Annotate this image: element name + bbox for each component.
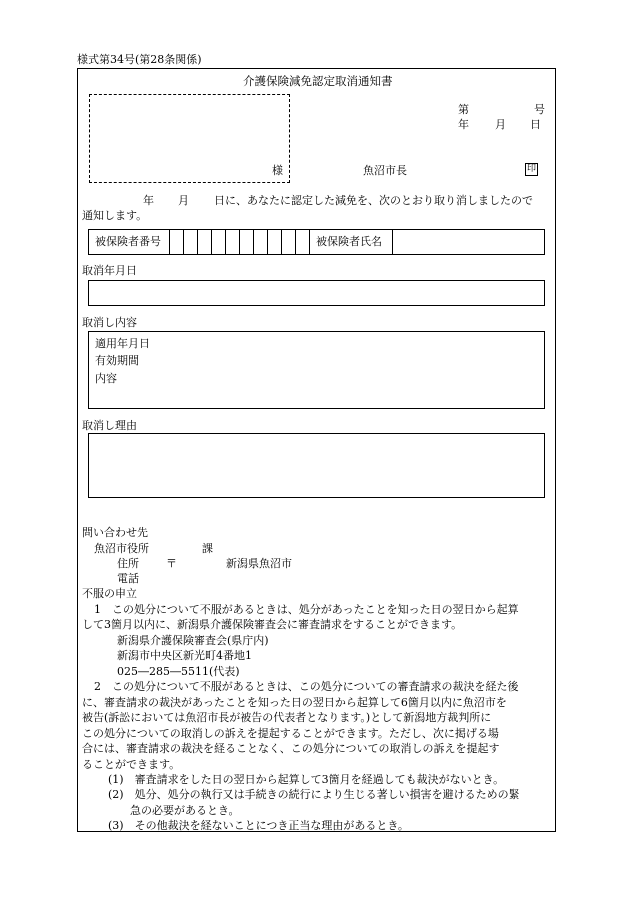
- digit-cell: [212, 230, 226, 254]
- addressee-suffix: 様: [272, 164, 283, 177]
- contact-section: 課: [202, 542, 213, 555]
- digit-cell: [170, 230, 184, 254]
- insured-id-table: [88, 229, 545, 255]
- insured-number-label: 被保険者番号: [95, 235, 161, 249]
- cancel-reason-box: [88, 433, 545, 498]
- review-board-name: 新潟県介護保険審査会(県庁内): [117, 634, 269, 647]
- exception-item-3: (3) その他裁決を経ないことにつき正当な理由があるとき。: [108, 819, 409, 832]
- digit-cell: [296, 230, 310, 254]
- address-box: [89, 94, 290, 183]
- objection-p2-line5: 合には、審査請求の裁決を経ることなく、この処分についての取消しの訴えを提起す: [82, 742, 500, 755]
- content-line-period: 有効期間: [95, 354, 139, 367]
- insured-name-cell: [393, 230, 544, 254]
- content-line-detail: 内容: [95, 372, 117, 385]
- review-board-address: 新潟市中央区新光町4番地1: [117, 649, 252, 662]
- issuer-mayor: 魚沼市長: [363, 164, 407, 177]
- document-title: 介護保険減免認定取消通知書: [243, 74, 393, 88]
- objection-p2-line4: この処分についての取消しの訴えを提起することができます。ただし、次に掲げる場: [82, 727, 499, 740]
- digit-cell: [184, 230, 198, 254]
- insured-name-label-cell: [310, 230, 393, 254]
- number-go: 号: [534, 103, 545, 116]
- contact-address: 新潟県魚沼市: [226, 557, 292, 570]
- digit-cell: [282, 230, 296, 254]
- review-board-phone: 025―285―5511(代表): [117, 665, 240, 678]
- date-day: 日: [530, 118, 541, 131]
- date-month: 月: [495, 118, 506, 131]
- cancel-reason-label: 取消し理由: [82, 419, 137, 432]
- cancel-date-label: 取消年月日: [82, 264, 137, 277]
- digit-cell: [254, 230, 268, 254]
- content-line-date: 適用年月日: [95, 337, 150, 350]
- contact-label: 問い合わせ先: [82, 526, 148, 539]
- intro-text: 日に、あなたに認定した減免を、次のとおり取り消しましたので: [214, 194, 533, 207]
- cancel-date-box: [88, 280, 545, 306]
- digit-cell: [240, 230, 254, 254]
- seal-mark: 印: [526, 164, 536, 174]
- cancel-content-box: [88, 331, 545, 409]
- digit-cell: [226, 230, 240, 254]
- objection-p1-line2: して3箇月以内に、新潟県介護保険審査会に審査請求をすることができます。: [82, 618, 463, 631]
- objection-p2-line1: 2 この処分について不服があるときは、この処分についての審査請求の裁決を経た後: [94, 680, 519, 693]
- insured-name-label: 被保険者氏名: [316, 235, 382, 249]
- objection-p2-line6: ることができます。: [82, 758, 181, 771]
- intro-month: 月: [178, 194, 189, 207]
- exception-item-2-line2: 急の必要があるとき。: [130, 804, 240, 817]
- digit-cell: [198, 230, 212, 254]
- cancel-content-label: 取消し内容: [82, 316, 137, 329]
- objection-label: 不服の申立: [82, 587, 137, 600]
- intro-year: 年: [143, 194, 154, 207]
- form-number: 様式第34号(第28条関係): [77, 53, 202, 66]
- address-label: 住所: [117, 557, 139, 570]
- postal-mark: 〒: [166, 557, 177, 570]
- date-year: 年: [458, 118, 469, 131]
- objection-p1-line1: 1 この処分について不服があるときは、処分があったことを知った日の翌日から起算: [94, 603, 519, 616]
- objection-p2-line2: に、審査請求の裁決があったことを知った日の翌日から起算して6箇月以内に魚沼市を: [82, 696, 507, 709]
- phone-label: 電話: [117, 572, 139, 585]
- insured-number-label-cell: [89, 230, 170, 254]
- intro-text-2: 通知します。: [82, 209, 148, 222]
- number-dai: 第: [458, 103, 469, 116]
- exception-item-1: (1) 審査請求をした日の翌日から起算して3箇月を経過しても裁決がないとき。: [108, 773, 505, 786]
- objection-p2-line3: 被告(訴訟においては魚沼市長が被告の代表者となります。)として新潟地方裁判所に: [82, 711, 492, 724]
- contact-office: 魚沼市役所: [94, 542, 149, 555]
- digit-cell: [268, 230, 282, 254]
- exception-item-2-line1: (2) 処分、処分の執行又は手続きの続行により生じる著しい損害を避けるための緊: [108, 788, 520, 801]
